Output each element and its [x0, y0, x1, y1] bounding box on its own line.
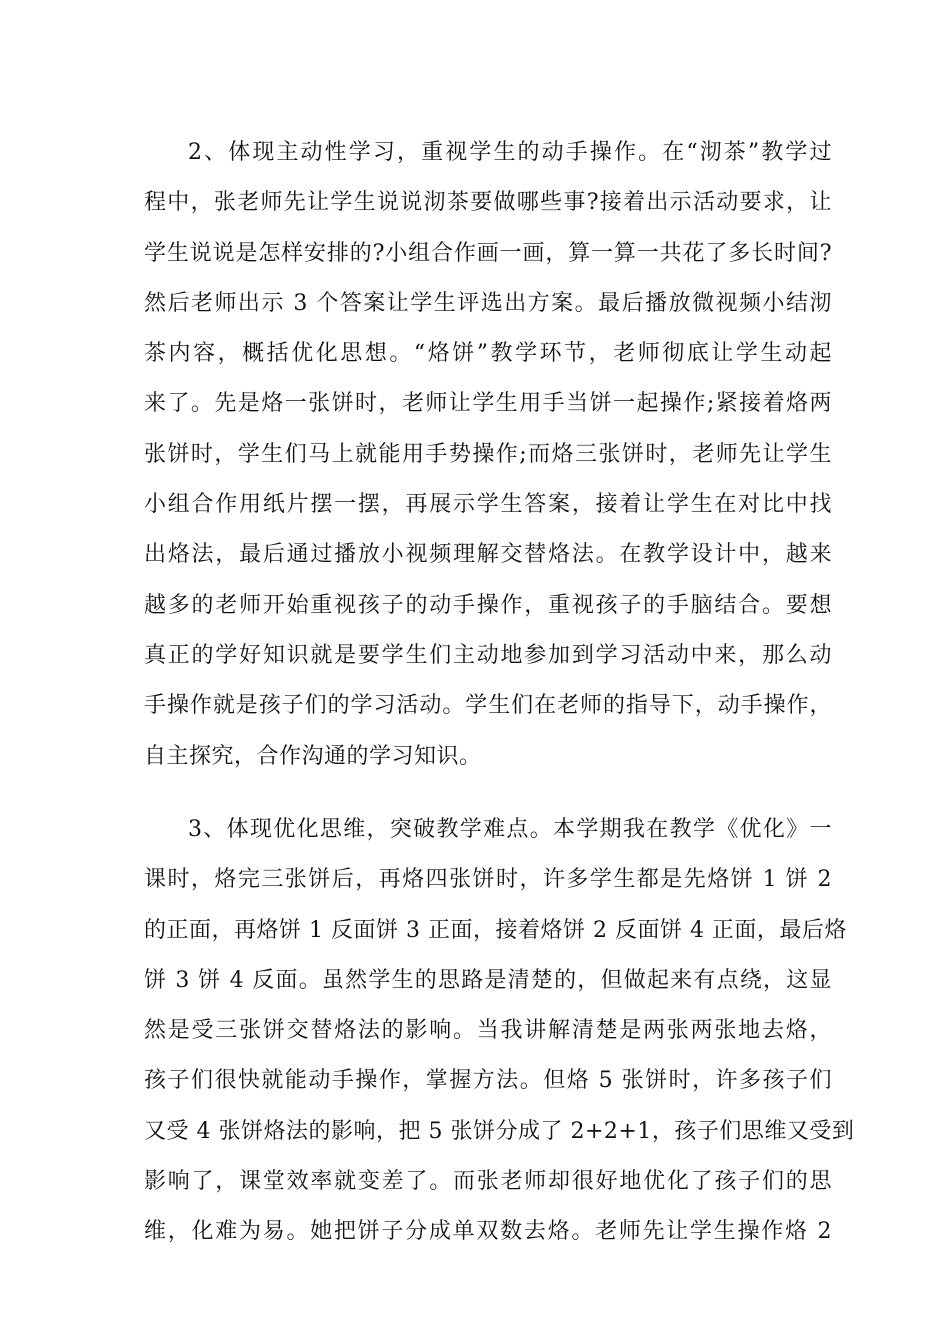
paragraph-line: 自主探究，合作沟通的学习知识。	[144, 743, 482, 769]
paragraph-3	[144, 805, 855, 1258]
paragraph-line: 越多的老师开始重视孩子的动手操作，重视孩子的手脑结合。要想	[144, 592, 832, 618]
paragraph-line: 手操作就是孩子们的学习活动。学生们在老师的指导下，动手操作，	[144, 693, 832, 719]
paragraph-line: 张饼时，学生们马上就能用手势操作;而烙三张饼时，老师先让学生	[144, 441, 832, 467]
paragraph-2	[144, 128, 832, 782]
paragraph-line: 出烙法，最后通过播放小视频理解交替烙法。在教学设计中，越来	[144, 542, 832, 568]
paragraph-line: 的正面，再烙饼 1 反面饼 3 正面，接着烙饼 2 反面饼 4 正面，最后烙	[144, 917, 847, 943]
paragraph-line: 维，化难为易。她把饼子分成单双数去烙。老师先让学生操作烙 2	[144, 1219, 832, 1245]
paragraph-line: 又受 4 张饼烙法的影响，把 5 张饼分成了 2+2+1，孩子们思维又受到	[144, 1118, 855, 1144]
paragraph-line: 茶内容，概括优化思想。“烙饼”教学环节，老师彻底让学生动起	[144, 341, 832, 367]
paragraph-line: 饼 3 饼 4 反面。虽然学生的思路是清楚的，但做起来有点绕，这显	[144, 967, 832, 993]
paragraph-line: 真正的学好知识就是要学生们主动地参加到学习活动中来，那么动	[144, 642, 832, 668]
paragraph-line: 影响了，课堂效率就变差了。而张老师却很好地优化了孩子们的思	[144, 1169, 832, 1195]
paragraph-line: 2、体现主动性学习，重视学生的动手操作。在“沏茶”教学过	[188, 140, 832, 165]
paragraph-line: 课时，烙完三张饼后，再烙四张饼时，许多学生都是先烙饼 1 饼 2	[144, 867, 832, 893]
paragraph-line: 来了。先是烙一张饼时，老师让学生用手当饼一起操作;紧接着烙两	[144, 391, 832, 417]
paragraph-line: 程中，张老师先让学生说说沏茶要做哪些事?接着出示活动要求，让	[144, 190, 832, 216]
paragraph-line: 然是受三张饼交替烙法的影响。当我讲解清楚是两张两张地去烙，	[144, 1018, 832, 1044]
paragraph-line: 然后老师出示 3 个答案让学生评选出方案。最后播放微视频小结沏	[144, 290, 832, 316]
paragraph-line: 小组合作用纸片摆一摆，再展示学生答案，接着让学生在对比中找	[144, 492, 832, 518]
paragraph-line: 孩子们很快就能动手操作，掌握方法。但烙 5 张饼时，许多孩子们	[144, 1068, 832, 1094]
paragraph-line: 学生说说是怎样安排的?小组合作画一画，算一算一共花了多长时间?	[144, 240, 832, 266]
paragraph-line: 3、体现优化思维，突破教学难点。本学期我在教学《优化》一	[188, 817, 832, 842]
